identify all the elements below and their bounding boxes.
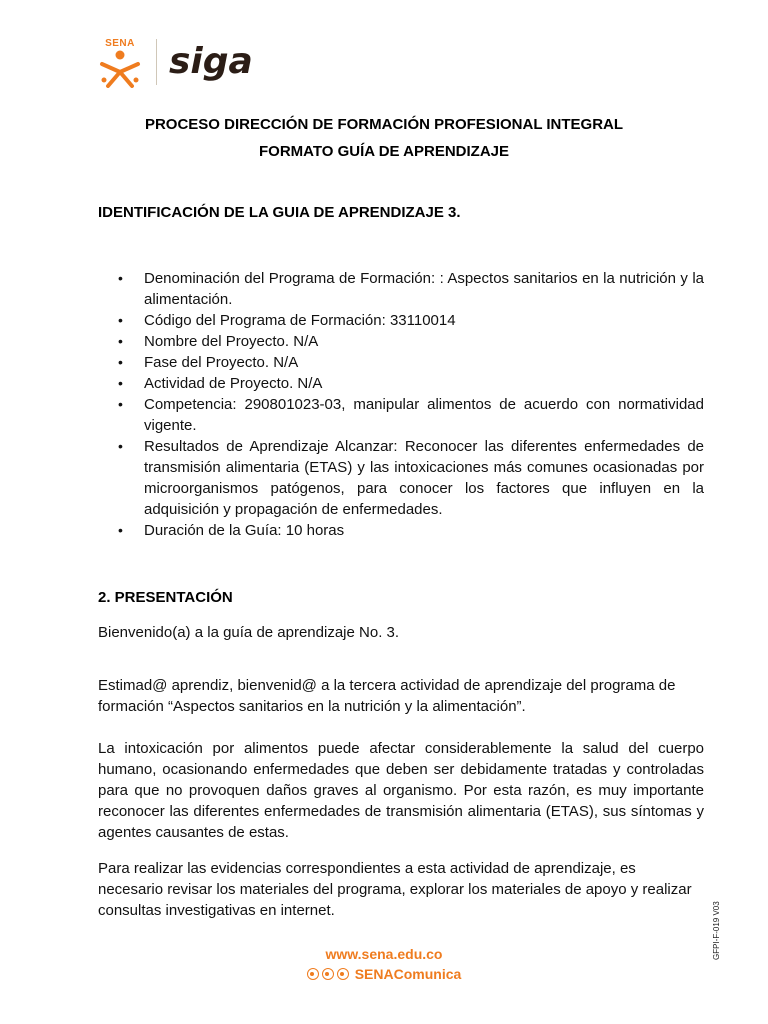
header-logos [94, 34, 253, 90]
footer-social [0, 966, 768, 982]
form-code: GFPI-F-019 V03 [712, 901, 721, 960]
presentacion-paragraph: La intoxicación por alimentos puede afectar considerablemente la salud del cuerpo humano, ocasionando enfermedades que deben ser debidamente tratadas y controladas para que no provoquen daños graves al organismo. Por esta razón, es muy importante reconocer las diferentes enfermedades de transmisión alimentaria (ETAS), sus síntomas y agentes causantes de estas. [98, 740, 704, 841]
sena-logo [94, 36, 146, 88]
list-item: • Fase del Proyecto. N/A [144, 352, 704, 373]
list-item: • Código del Programa de Formación: 33110014 [144, 310, 704, 331]
identificacion-list [144, 268, 704, 541]
presentacion-paragraph: Bienvenido(a) a la guía de aprendizaje No. 3. [98, 624, 400, 641]
sena-figure-icon [98, 50, 142, 88]
list-item: • Actividad de Proyecto. N/A [144, 373, 704, 394]
list-item: • Duración de la Guía: 10 horas [144, 520, 704, 541]
footer-website-link[interactable]: www.sena.edu.co [325, 946, 443, 962]
instagram-icon[interactable] [322, 968, 334, 980]
footer-social-handle[interactable]: SENAComunica [354, 966, 462, 982]
document-title-line-1: PROCESO DIRECCIÓN DE FORMACIÓN PROFESIONAL INTEGRAL [144, 116, 624, 133]
list-item: • Resultados de Aprendizaje Alcanzar: Reconocer las diferentes enfermedades de transmisión alimentaria (ETAS) y las intoxicaciones más comunes ocasionadas por microorganismos patógenos, para conocer los factores que influyen en la adquisición y propagación de enfermedades. [144, 436, 704, 520]
twitter-icon[interactable] [337, 968, 349, 980]
logo-divider [156, 39, 157, 85]
list-item: • Nombre del Proyecto. N/A [144, 331, 704, 352]
sena-logo-text: SENA [105, 38, 135, 49]
identificacion-heading: IDENTIFICACIÓN DE LA GUIA DE APRENDIZAJE 3. [98, 204, 461, 221]
facebook-icon[interactable] [307, 968, 319, 980]
siga-logo: siga [169, 41, 253, 82]
presentacion-paragraph: Para realizar las evidencias correspondientes a esta actividad de aprendizaje, es necesario revisar los materiales del programa, explorar los materiales de apoyo y realizar consultas investigativas en internet. [98, 860, 692, 919]
presentacion-heading: 2. PRESENTACIÓN [98, 589, 233, 606]
list-item: • Denominación del Programa de Formación: : Aspectos sanitarios en la nutrición y la alimentación. [144, 268, 704, 310]
presentacion-paragraph: Estimad@ aprendiz, bienvenid@ a la tercera actividad de aprendizaje del programa de formación “Aspectos sanitarios en la nutrición y la alimentación”. [98, 677, 676, 715]
list-item: • Competencia: 290801023-03, manipular alimentos de acuerdo con normatividad vigente. [144, 394, 704, 436]
document-title-line-2: FORMATO GUÍA DE APRENDIZAJE [258, 143, 509, 160]
